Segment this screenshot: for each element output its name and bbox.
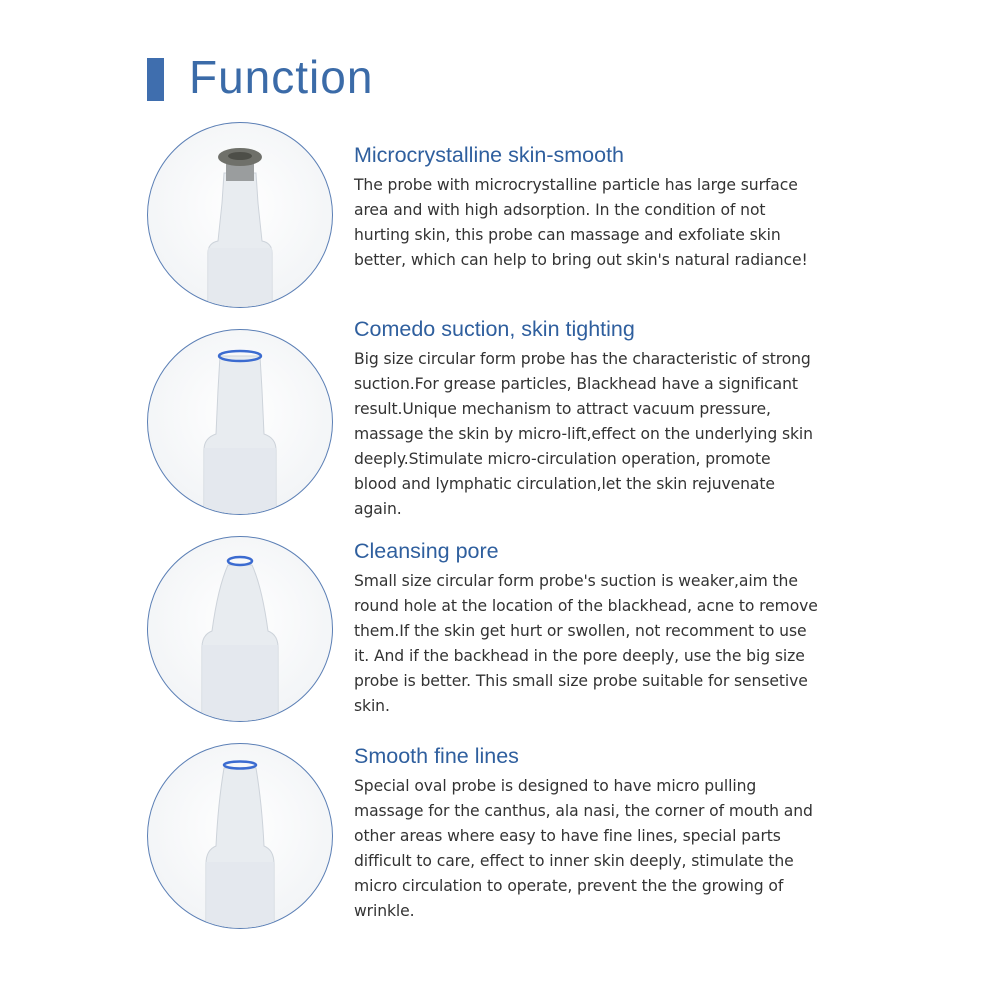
section-heading: Microcrystalline skin-smooth: [354, 143, 625, 167]
section-body: Big size circular form probe has the characteristic of strong suction.For grease particles, Blackhead have a significant result.Unique mechanism to attract vacuum pressure, massage the skin by micro-lift,effect on the underlying skin deeply.Stimulate micro-circulation operation, promote blood and lymphatic circulation,let the skin rejuvenate again.: [354, 350, 813, 518]
big-hole-probe-icon: [147, 329, 333, 515]
microcrystalline-probe-icon: [147, 122, 333, 308]
section-heading: Comedo suction, skin tighting: [354, 317, 635, 341]
section-cleansing-pore: [354, 538, 914, 719]
section-heading: Cleansing pore: [354, 539, 499, 563]
section-comedo-suction: [354, 316, 914, 522]
section-body: The probe with microcrystalline particle has large surface area and with high adsorption. In the condition of not hurting skin, this probe can massage and exfoliate skin better, which can help to bring out skin's natural radiance!: [354, 176, 808, 269]
small-hole-probe-icon: [147, 536, 333, 722]
section-smooth-fine-lines: [354, 743, 914, 924]
section-body: Small size circular form probe's suction is weaker,aim the round hole at the location of the blackhead, acne to remove them.If the skin get hurt or swollen, not recomment to use it. And if the backhead in the pore deeply, use the big size probe is better. This small size probe suitable for sensetive skin.: [354, 572, 818, 715]
section-microcrystalline: [354, 142, 914, 273]
page-title: Function: [189, 51, 374, 103]
section-body: Special oval probe is designed to have micro pulling massage for the canthus, ala nasi, the corner of mouth and other areas where easy to have fine lines, special parts difficult to care, effect to inner skin deeply, stimulate the micro circulation to operate, prevent the the growing of wrinkle.: [354, 777, 813, 920]
title-accent-bar: [147, 58, 164, 101]
section-heading: Smooth fine lines: [354, 744, 519, 768]
oval-probe-icon: [147, 743, 333, 929]
